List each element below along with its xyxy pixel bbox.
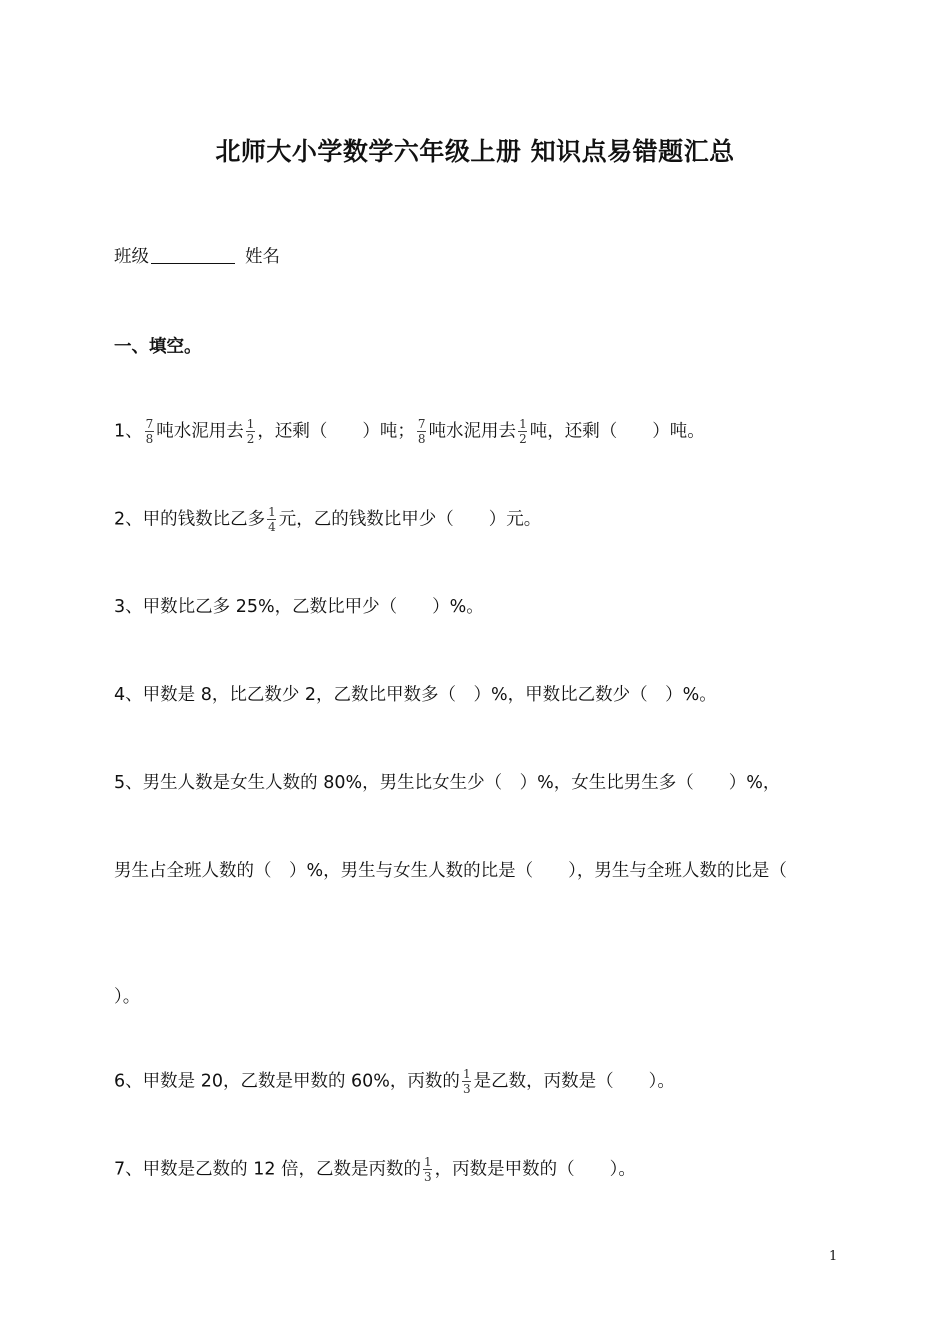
q1-fraction-2	[246, 417, 256, 446]
question-5-line-2: 男生占全班人数的（ ）%，男生与女生人数的比是（ ），男生与全班人数的比是（	[114, 861, 787, 881]
q7-text-1: 7、甲数是乙数的 12 倍，乙数是丙数的	[114, 1159, 422, 1180]
fraction-denominator: 8	[417, 432, 426, 446]
fraction-numerator: 1	[246, 417, 255, 431]
section-heading: 一、填空。	[114, 337, 202, 357]
class-blank[interactable]	[151, 245, 235, 264]
q1-prefix: 1、	[114, 421, 143, 442]
fraction-denominator: 2	[246, 432, 255, 446]
fraction-numerator: 7	[417, 417, 426, 431]
q1-text-1: 吨水泥用去	[156, 421, 244, 442]
question-1	[114, 417, 705, 446]
fraction-denominator: 3	[462, 1082, 471, 1096]
question-3: 3、甲数比乙多 25%，乙数比甲少（ ）%。	[114, 597, 484, 617]
q1-text-2: ，还剩（ ）吨；	[257, 421, 415, 442]
q2-text-2: 元，乙的钱数比甲少（ ）元。	[278, 509, 542, 530]
name-label: 姓名	[245, 247, 280, 267]
question-5-line-1: 5、男生人数是女生人数的 80%，男生比女生少（ ）%，女生比男生多（ ）%，	[114, 773, 781, 793]
question-5-line-3: ）。	[114, 987, 141, 1007]
student-info-line	[114, 245, 280, 269]
q7-text-2: ，丙数是甲数的（ ）。	[434, 1159, 636, 1180]
page-title: 北师大小学数学六年级上册 知识点易错题汇总	[215, 137, 735, 166]
q1-fraction-3	[417, 417, 427, 446]
fraction-numerator: 1	[424, 1155, 432, 1169]
class-label: 班级	[114, 247, 149, 267]
question-7	[114, 1155, 636, 1184]
fraction-denominator: 8	[145, 432, 154, 446]
q1-fraction-1	[145, 417, 155, 446]
question-6	[114, 1067, 675, 1096]
q6-text-1: 6、甲数是 20，乙数是甲数的 60%，丙数的	[114, 1071, 460, 1092]
fraction-numerator: 1	[462, 1067, 471, 1081]
fraction-denominator: 3	[424, 1170, 432, 1184]
fraction-numerator: 7	[145, 417, 154, 431]
q7-fraction	[423, 1155, 433, 1184]
fraction-numerator: 1	[519, 417, 527, 431]
q2-fraction	[267, 505, 277, 534]
q2-text-1: 2、甲的钱数比乙多	[114, 509, 266, 530]
fraction-numerator: 1	[268, 505, 276, 519]
q1-fraction-4	[518, 417, 528, 446]
fraction-denominator: 2	[519, 432, 527, 446]
question-4: 4、甲数是 8，比乙数少 2，乙数比甲数多（ ）%，甲数比乙数少（ ）%。	[114, 685, 717, 705]
question-2	[114, 505, 541, 534]
q1-text-4: 吨，还剩（ ）吨。	[529, 421, 705, 442]
page-number: 1	[829, 1249, 838, 1264]
fraction-denominator: 4	[268, 520, 276, 534]
q6-text-2: 是乙数，丙数是（ ）。	[473, 1071, 675, 1092]
q6-fraction	[462, 1067, 472, 1096]
q1-text-3: 吨水泥用去	[428, 421, 517, 442]
